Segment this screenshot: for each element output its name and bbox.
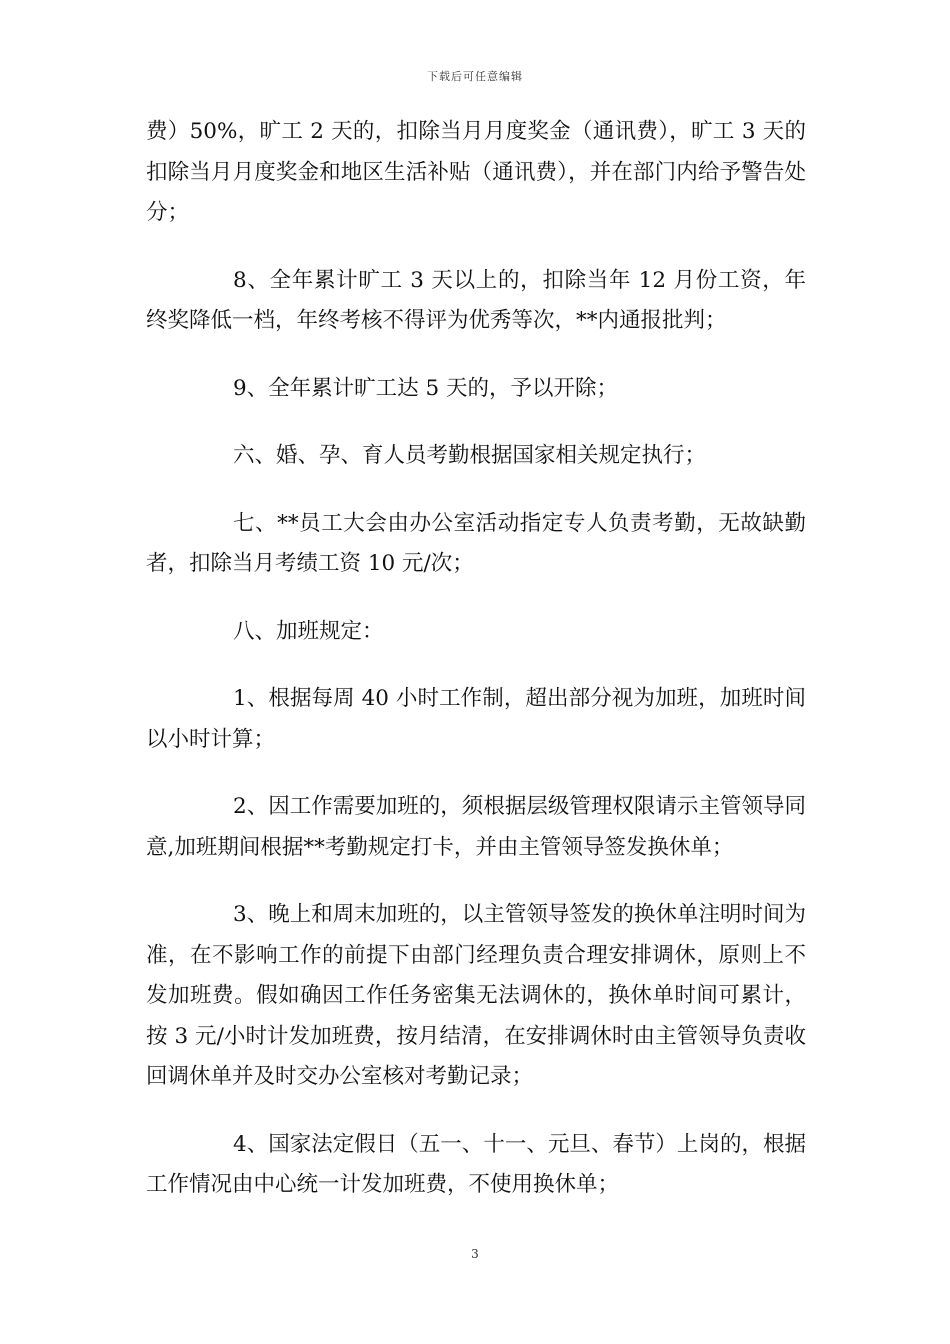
paragraph: 8、全年累计旷工 3 天以上的，扣除当年 12 月份工资，年终奖降低一档，年终考核不得评为优秀等次，**内通报批判； xyxy=(146,267,806,333)
section-heading: 八、加班规定： xyxy=(233,618,384,644)
page-number: 3 xyxy=(471,1247,479,1261)
paragraph: 2、因工作需要加班的，须根据层级管理权限请示主管领导同意,加班期间根据**考勤规定打卡，并由主管领导签发换休单； xyxy=(146,794,806,860)
paragraph: 六、婚、孕、育人员考勤根据国家相关规定执行； xyxy=(233,443,707,468)
document-body xyxy=(146,112,806,1233)
paragraph: 3、晚上和周末加班的，以主管领导签发的换休单注明时间为准，在不影响工作的前提下由部门经理负责合理安排调休，原则上不发加班费。假如确因工作任务密集无法调休的，换休单时间可累计，按 3 元/小时计发加班费，按月结清，在安排调休时由主管领导负责收回调休单并及时交办公室核对考勤记录； xyxy=(146,902,806,1089)
paragraph: 费）50%，旷工 2 天的，扣除当月月度奖金（通讯费），旷工 3 天的扣除当月月度奖金和地区生活补贴（通讯费），并在部门内给予警告处分； xyxy=(146,119,806,225)
paragraph: 七、**员工大会由办公室活动指定专人负责考勤，无故缺勤者，扣除当月考绩工资 10 元/次； xyxy=(146,510,806,576)
paragraph: 4、国家法定假日（五一、十一、元旦、春节）上岗的，根据工作情况由中心统一计发加班费，不使用换休单； xyxy=(146,1131,806,1197)
paragraph: 9、全年累计旷工达 5 天的，予以开除； xyxy=(233,375,619,401)
page-header: 下载后可任意编辑 xyxy=(427,70,523,83)
paragraph: 1、根据每周 40 小时工作制，超出部分视为加班，加班时间以小时计算； xyxy=(146,686,806,752)
